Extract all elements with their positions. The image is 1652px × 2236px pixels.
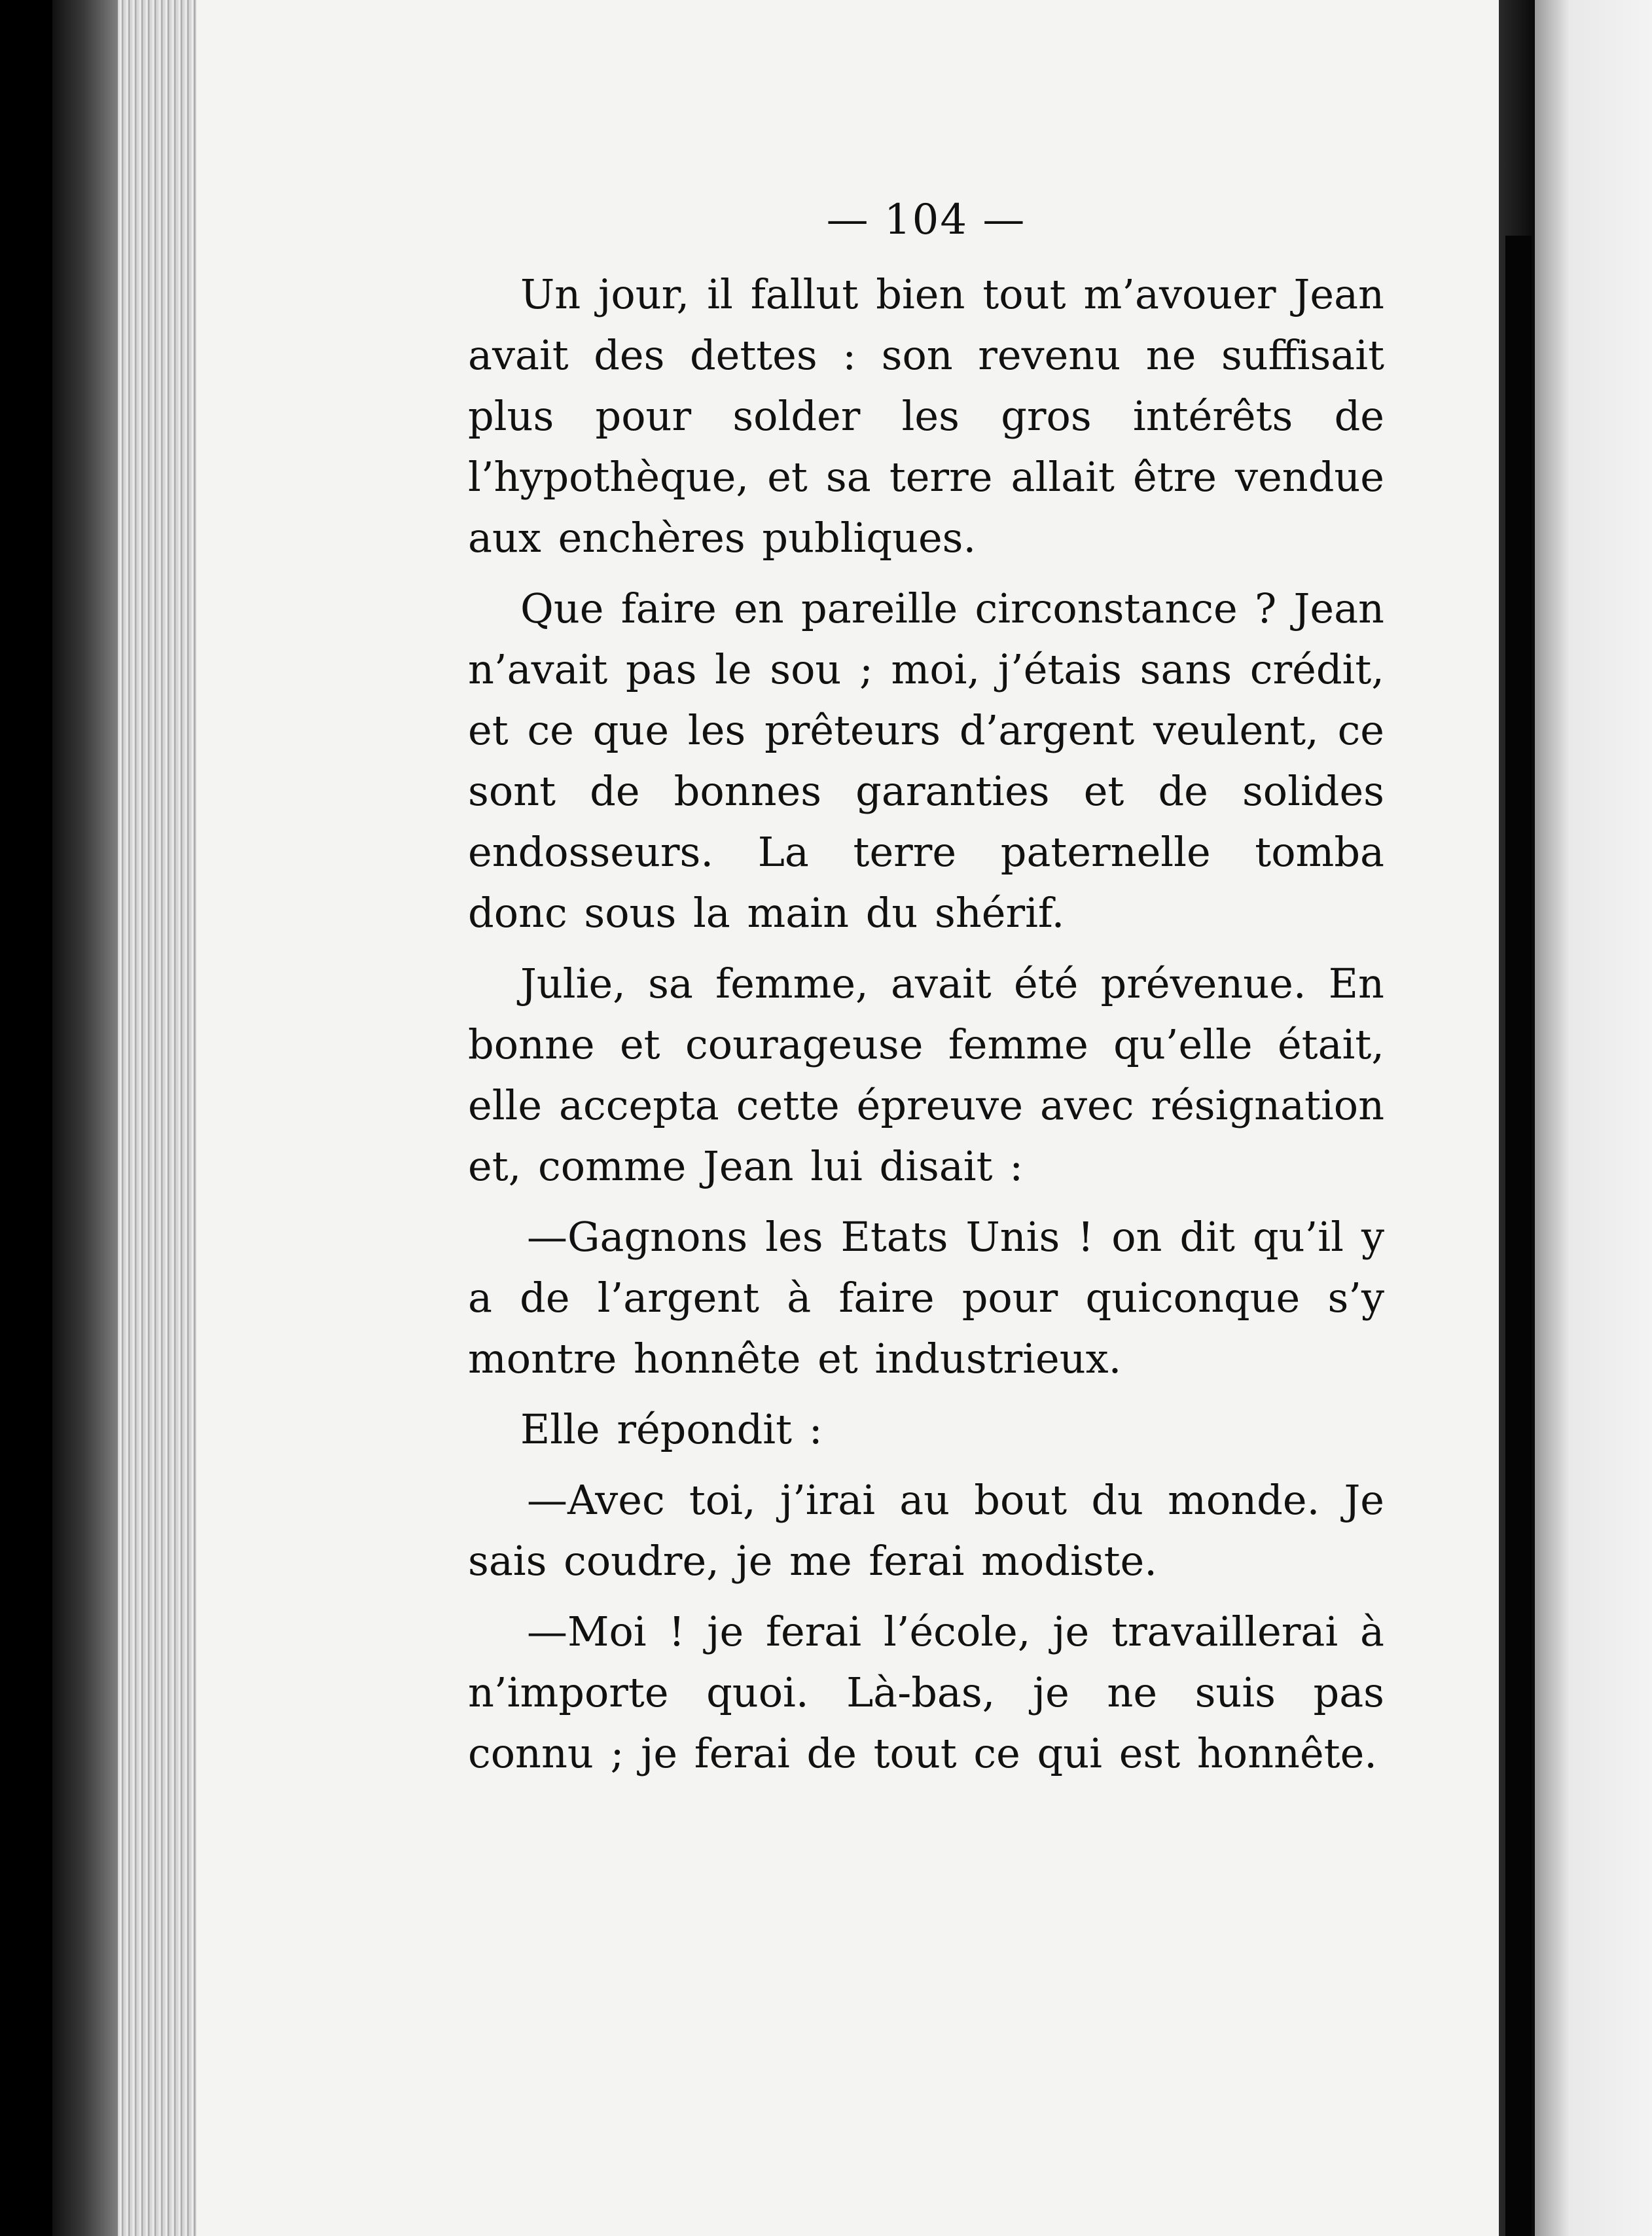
gutter-shadow <box>1505 236 1532 2236</box>
paragraph: Elle répondit : <box>520 1405 823 1453</box>
dialogue-paragraph: —Avec toi, j’irai au bout du monde. Je sais coudre, je me ferai modiste. <box>468 1476 1384 1585</box>
page-edges <box>118 0 196 2236</box>
paragraph: Julie, sa femme, avait été prévenue. En bonne et courageuse femme qu’elle était, elle accepta cette épreuve avec résignation et, comme Jean lui disait : <box>468 960 1384 1190</box>
page-text <box>468 190 1384 1794</box>
paragraph: Un jour, il fallut bien tout m’avouer Jean avait des dettes : son revenu ne suffisait plus pour solder les gros intérêts de l’hypothèque, et sa terre allait être vendue aux enchères publiques. <box>468 270 1384 562</box>
dialogue-paragraph: —Gagnons les Etats Unis ! on dit qu’il y a de l’argent à faire pour quiconque s’y montre honnête et industrieux. <box>468 1213 1384 1382</box>
facing-page-edge <box>1535 0 1652 2236</box>
dialogue-paragraph: —Moi ! je ferai l’école, je travaillerai à n’importe quoi. Là-bas, je ne suis pas connu ; je ferai de tout ce qui est honnête. <box>468 1608 1384 1777</box>
paragraph: Que faire en pareille circonstance ? Jean n’avait pas le sou ; moi, j’étais sans crédit, et ce que les prêteurs d’argent veulent, ce sont de bonnes garanties et de solides endosseurs. La terre paternelle tomba donc sous la main du shérif. <box>468 585 1384 937</box>
page-number: — 104 — <box>826 196 1026 244</box>
